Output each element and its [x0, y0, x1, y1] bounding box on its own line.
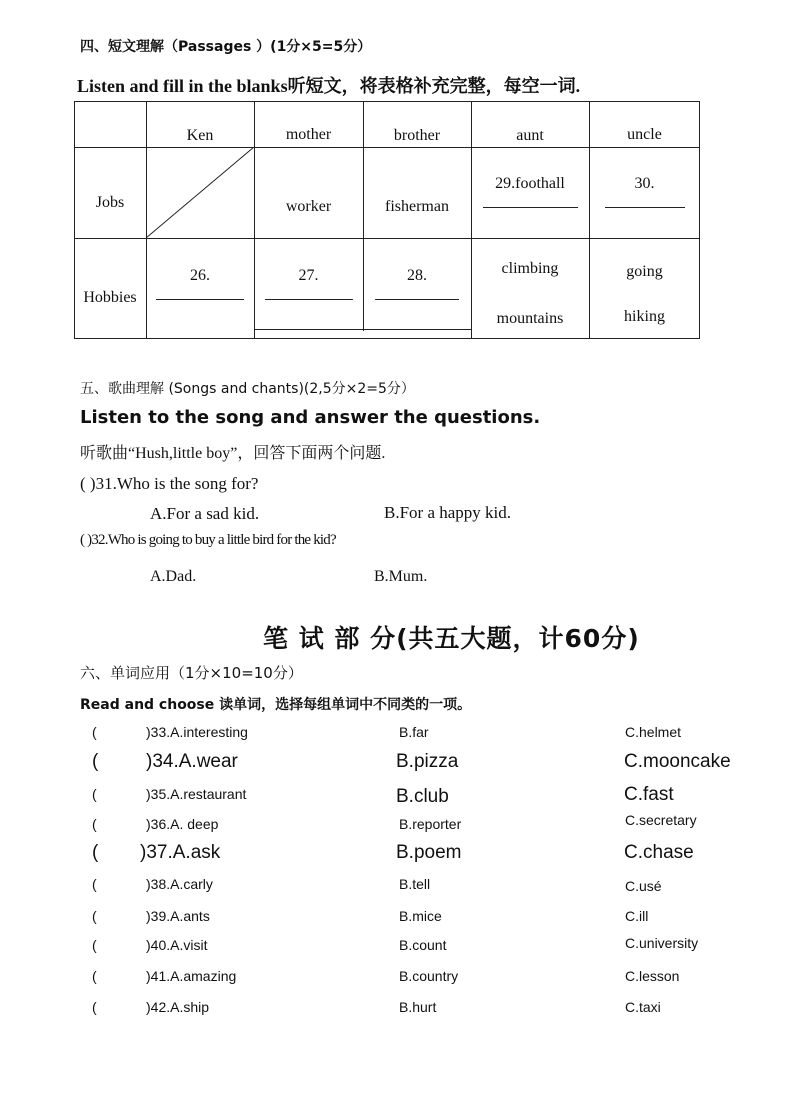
- section-5-title: 五、歌曲理解 (Songs and chants)(2,5分×2=5分）: [80, 381, 415, 397]
- section-4-instruction: Listen and fill in the blanks听短文，将表格补充完整，每空一词.: [77, 76, 581, 96]
- answer-paren[interactable]: (: [92, 751, 99, 772]
- answer-blank[interactable]: [483, 193, 578, 208]
- header-aunt: aunt: [516, 127, 544, 144]
- option-c[interactable]: C.helmet: [625, 724, 682, 740]
- section-6-instruction: Read and choose 读单词，选择每组单词中不同类的一项。: [80, 697, 472, 713]
- answer-paren[interactable]: (: [92, 937, 97, 953]
- option-b[interactable]: B.country: [399, 968, 459, 984]
- option-a[interactable]: )33.A.interesting: [146, 724, 248, 740]
- option-c[interactable]: C.mooncake: [624, 751, 731, 772]
- option-a[interactable]: )39.A.ants: [146, 908, 210, 924]
- written-part-title: 笔 试 部 分(共五大题，计60分): [263, 624, 640, 653]
- header-uncle: uncle: [627, 126, 662, 143]
- header-brother: brother: [393, 127, 441, 144]
- option-b[interactable]: B.mice: [399, 908, 442, 924]
- diagonal-slash: [146, 147, 254, 238]
- option-a[interactable]: )36.A. deep: [146, 816, 219, 832]
- answer-paren[interactable]: (: [92, 786, 97, 802]
- option-c[interactable]: C.taxi: [625, 999, 661, 1015]
- option-a[interactable]: )35.A.restaurant: [146, 786, 247, 802]
- section-5-instruction: Listen to the song and answer the questions.: [80, 407, 541, 428]
- option-b[interactable]: B.poem: [396, 842, 462, 863]
- answer-blank[interactable]: [375, 285, 459, 300]
- option-c[interactable]: C.secretary: [625, 812, 697, 828]
- option-b[interactable]: B.hurt: [399, 999, 437, 1015]
- q31-option-a[interactable]: A.For a sad kid.: [150, 504, 260, 523]
- option-a[interactable]: )42.A.ship: [146, 999, 210, 1015]
- question-32: ( )32.Who is going to buy a little bird for the kid?: [80, 532, 336, 548]
- option-a[interactable]: )37.A.ask: [140, 842, 221, 863]
- option-a[interactable]: )38.A.carly: [146, 876, 213, 892]
- job-brother: fisherman: [385, 198, 449, 215]
- option-c[interactable]: C.chase: [624, 842, 694, 863]
- answer-paren[interactable]: (: [92, 968, 97, 984]
- answer-blank[interactable]: [156, 285, 244, 300]
- header-mother: mother: [285, 126, 332, 143]
- hobby-ken: 26.: [146, 267, 254, 305]
- answer-paren[interactable]: (: [92, 999, 97, 1015]
- hobby-uncle-line1: going: [626, 263, 663, 280]
- q31-option-b[interactable]: B.For a happy kid.: [384, 503, 512, 522]
- job-uncle: 30.: [589, 175, 700, 213]
- option-c[interactable]: C.usé: [625, 878, 662, 894]
- option-b[interactable]: B.club: [396, 786, 449, 807]
- option-a[interactable]: )41.A.amazing: [146, 968, 237, 984]
- row-label-jobs: Jobs: [95, 194, 125, 211]
- option-b[interactable]: B.reporter: [399, 816, 462, 832]
- answer-paren[interactable]: (: [92, 816, 97, 832]
- header-ken: Ken: [186, 127, 214, 144]
- answer-blank[interactable]: [605, 193, 685, 208]
- option-a[interactable]: )40.A.visit: [146, 937, 208, 953]
- hobby-aunt-line2: mountains: [496, 310, 564, 327]
- section-4-title: 四、短文理解（Passages ）(1分×5=5分）: [80, 39, 372, 55]
- option-c[interactable]: C.ill: [625, 908, 649, 924]
- job-aunt: 29.foothall: [471, 175, 589, 213]
- hobby-brother: 28.: [363, 267, 471, 305]
- section-5-instruction-cn: 听歌曲“Hush,little boy”，回答下面两个问题.: [80, 445, 386, 462]
- row-label-hobbies: Hobbies: [83, 289, 137, 306]
- hobby-aunt-line1: climbing: [501, 260, 559, 277]
- answer-paren[interactable]: (: [92, 842, 99, 863]
- job-mother: worker: [285, 198, 332, 215]
- option-b[interactable]: B.tell: [399, 876, 431, 892]
- section-6-title: 六、单词应用（1分×10=10分）: [80, 664, 303, 682]
- answer-paren[interactable]: (: [92, 724, 97, 740]
- fill-in-table: [74, 101, 700, 339]
- option-b[interactable]: B.count: [399, 937, 447, 953]
- q32-option-b[interactable]: B.Mum.: [374, 568, 428, 585]
- answer-blank[interactable]: [265, 285, 353, 300]
- hobby-uncle-line2: hiking: [624, 308, 665, 325]
- hobby-mother: 27.: [254, 267, 363, 305]
- option-b[interactable]: B.far: [399, 724, 429, 740]
- option-c[interactable]: C.lesson: [625, 968, 680, 984]
- option-c[interactable]: C.fast: [624, 784, 674, 805]
- answer-paren[interactable]: (: [92, 908, 97, 924]
- option-b[interactable]: B.pizza: [396, 751, 459, 772]
- question-31: ( )31.Who is the song for?: [80, 474, 259, 493]
- option-c[interactable]: C.university: [625, 935, 699, 951]
- q32-option-a[interactable]: A.Dad.: [150, 568, 197, 585]
- option-a[interactable]: )34.A.wear: [146, 751, 238, 772]
- answer-paren[interactable]: (: [92, 876, 97, 892]
